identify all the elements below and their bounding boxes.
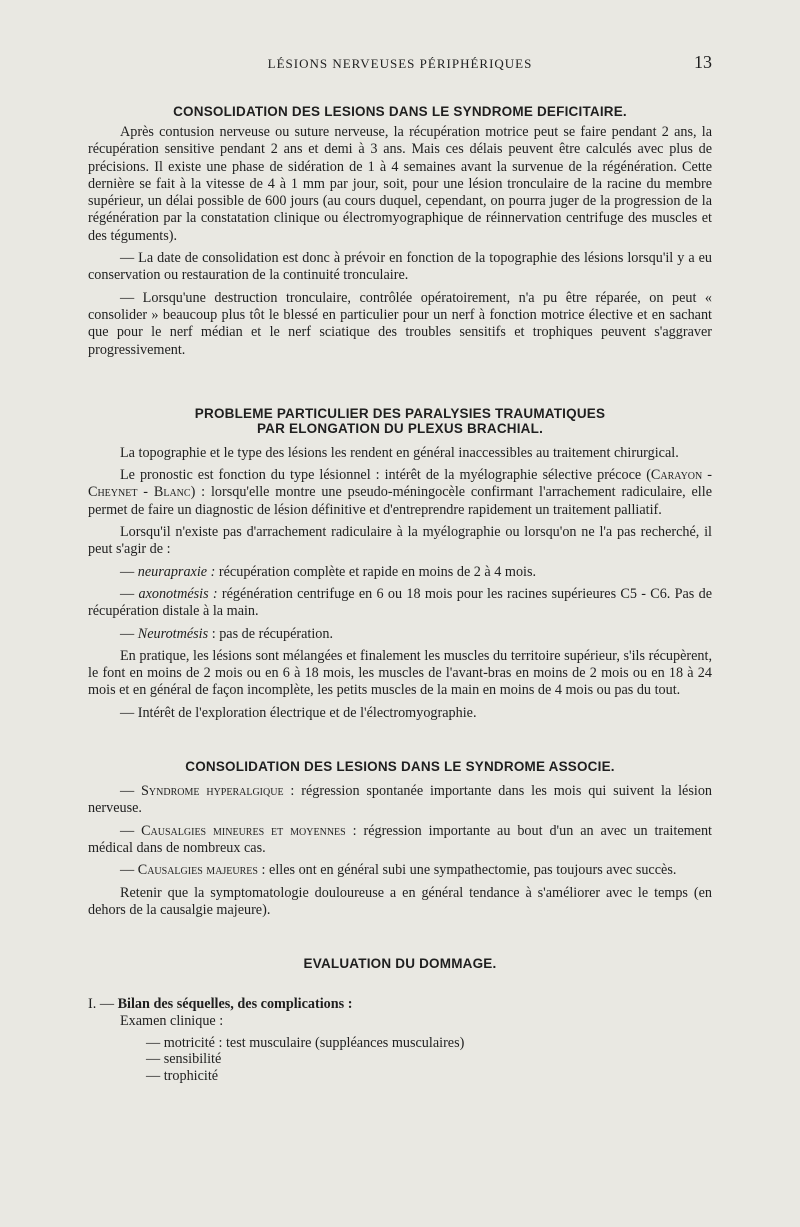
paragraph: — La date de consolidation est donc à prévoir en fonction de la topographie des lésions lorsqu'il y a eu conservation ou restauration de la continuité tronculaire.	[88, 250, 712, 284]
section-title-plexus-brachial-line1: PROBLEME PARTICULIER DES PARALYSIES TRAUMATIQUES	[194, 405, 606, 421]
term: Causalgies majeures	[137, 862, 258, 879]
term: Causalgies mineures et moyennes	[141, 822, 346, 839]
paragraph	[88, 823, 712, 858]
term: axonotmésis :	[138, 585, 218, 602]
list-item-neurotmesis	[88, 626, 712, 643]
section-title-evaluation: EVALUATION DU DOMMAGE.	[303, 956, 497, 972]
paragraph	[88, 467, 712, 519]
section-title-syndrome-deficitaire: CONSOLIDATION DES LESIONS DANS LE SYNDROME DEFICITAIRE.	[173, 104, 627, 119]
list-item-neurapraxie	[88, 564, 712, 581]
list-item: — sensibilité	[146, 1051, 222, 1068]
page-number: 13	[694, 52, 712, 72]
dash: —	[120, 862, 138, 879]
bilan-title: Bilan des séquelles, des complications :	[117, 996, 353, 1013]
dash: —	[120, 822, 142, 839]
list-item-axonotmesis	[88, 586, 712, 621]
text-run: : pas de récupération.	[208, 625, 334, 642]
text-run: ) : lorsqu'elle montre une pseudo-méningocèle confirmant l'arrachement radiculaire, elle permet de faire un diagnostic de lésion définitive et d'entreprendre rapidement un traitement palliatif.	[88, 484, 712, 518]
paragraph: — Intérêt de l'exploration électrique et de l'électromyographie.	[120, 704, 477, 721]
list-item: — motricité : test musculaire (suppléances musculaires)	[146, 1034, 465, 1051]
text-run: : elles ont en général subi une sympathectomie, pas toujours avec succès.	[257, 862, 677, 879]
section-title-plexus-brachial-line2: PAR ELONGATION DU PLEXUS BRACHIAL.	[256, 420, 544, 436]
list-item: — trophicité	[146, 1067, 219, 1084]
paragraph: En pratique, les lésions sont mélangées et finalement les muscles du territoire supérieur, s'ils récupèrent, le font en moins de 2 mois ou en 6 à 18 mois, les muscles de l'avant-bras en moins de 2 mois ou en 18 à 24 mois et en général de façon incomplète, les petits muscles de la main en moins de 4 mois ou pas du tout.	[88, 647, 712, 699]
dash: —	[120, 625, 138, 642]
author-names: Carayon - Cheynet - Blanc	[88, 467, 712, 501]
paragraph	[88, 862, 712, 879]
text-run: : régression spontanée importante dans les mois qui suivent la lésion nerveuse.	[88, 783, 713, 817]
paragraph: Après contusion nerveuse ou suture nerveuse, la récupération motrice peut se faire pendant 2 ans, la récupération sensitive pendant 2 ans et demi à 3 ans. Mais ces délais peuvent être calculés avec plus de précisions. Il existe une phase de sidération de 1 à 4 semaines avant la survenue de la régénération. Cette dernière se fait à la vitesse de 4 à 1 mm par jour, soit, pour une lésion tronculaire de la racine du membre supérieur, un délai possible de 600 jours (au cours duquel, cependant, on pourra juger de la progression de la régénération par la constatation clinique ou électromyographique de réinnervation centrifuge des muscles et des téguments).	[88, 124, 712, 244]
dash: —	[120, 585, 139, 602]
bilan-number: I. —	[88, 996, 118, 1013]
exam-list	[88, 1035, 712, 1085]
dash: —	[120, 563, 138, 580]
bilan-heading	[88, 996, 712, 1013]
paragraph: Retenir que la symptomatologie douloureuse a en général tendance à s'améliorer avec le temps (en dehors de la causalgie majeure).	[88, 884, 712, 918]
paragraph: Lorsqu'il n'existe pas d'arrachement radiculaire à la myélographie ou lorsqu'on ne l'a pas recherché, il peut s'agir de :	[88, 524, 712, 558]
running-title: LÉSIONS NERVEUSES PÉRIPHÉRIQUES	[267, 56, 533, 71]
paragraph	[88, 783, 712, 818]
paragraph: — Lorsqu'une destruction tronculaire, contrôlée opératoirement, n'a pu être réparée, on peut « consolider » beaucoup plus tôt le blessé en particulier pour un nerf à fonction motrice élective et en sachant que pour le nerf médian et le nerf sciatique des troubles sensitifs et trophiques peuvent s'aggraver progressivement.	[88, 289, 712, 358]
text-run: Le pronostic est fonction du type lésionnel : intérêt de la myélographie sélective précoce (	[120, 467, 651, 484]
document-page	[88, 52, 712, 1084]
term: Neurotmésis	[137, 625, 209, 642]
exam-label: Examen clinique :	[120, 1013, 224, 1030]
text-run: récupération complète et rapide en moins de 2 à 4 mois.	[215, 563, 537, 580]
text-run: : régression importante au bout d'un an avec un traitement médical dans de nombreux cas.	[88, 822, 712, 856]
section-title-syndrome-associe: CONSOLIDATION DES LESIONS DANS LE SYNDROME ASSOCIE.	[185, 759, 615, 775]
text-run: régénération centrifuge en 6 ou 18 mois pour les racines supérieures C5 - C6. Pas de récupération distale à la main.	[88, 585, 712, 620]
running-header	[88, 52, 712, 78]
dash: —	[120, 783, 142, 800]
term: neurapraxie :	[137, 563, 216, 580]
paragraph: La topographie et le type des lésions les rendent en général inaccessibles au traitement chirurgical.	[120, 444, 679, 461]
term: Syndrome hyperalgique	[141, 783, 284, 800]
